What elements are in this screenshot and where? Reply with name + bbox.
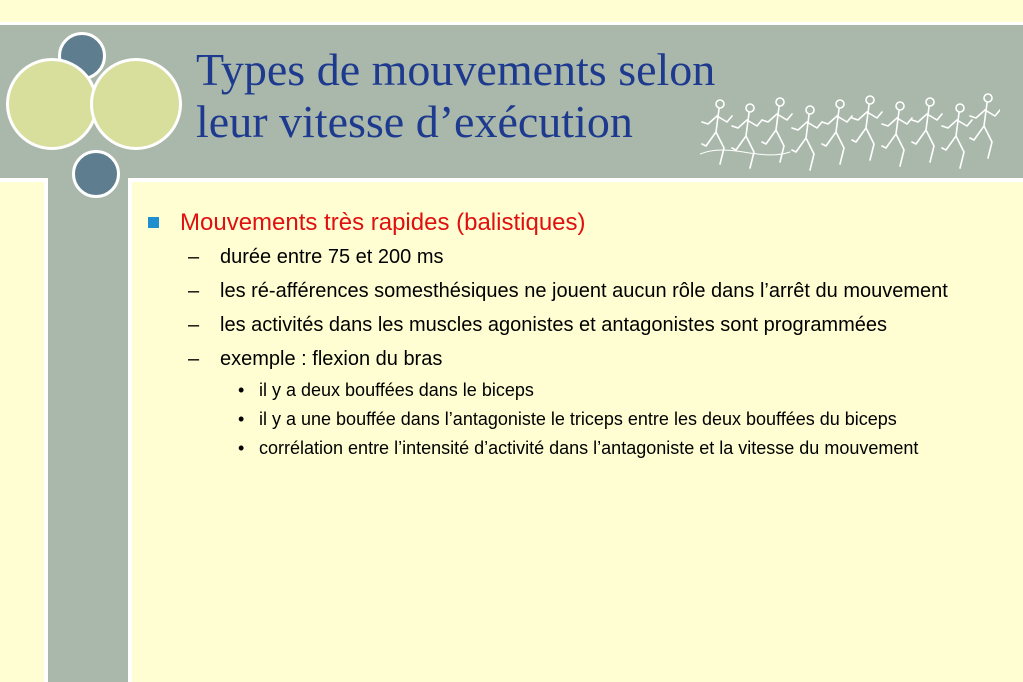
decorative-circle-large-left bbox=[6, 58, 98, 150]
band-divider-right bbox=[128, 178, 1023, 182]
dot-bullet-icon: • bbox=[238, 438, 245, 458]
top-divider bbox=[0, 22, 1023, 25]
list-item bbox=[148, 242, 1008, 272]
left-outer-divider bbox=[44, 180, 48, 682]
sub-list-item bbox=[148, 407, 1008, 432]
dash-bullet-icon: – bbox=[188, 280, 200, 302]
subitem-text: corrélation entre l’intensité d’activité dans l’antagoniste et la vitesse du mouvement bbox=[259, 438, 919, 458]
runners-illustration-icon bbox=[700, 92, 1000, 176]
heading-text: Mouvements très rapides (balistiques) bbox=[180, 209, 586, 236]
square-bullet-icon bbox=[148, 217, 159, 228]
left-strip bbox=[48, 180, 128, 682]
dot-bullet-icon: • bbox=[238, 409, 245, 429]
decorative-circle-small-bottom bbox=[72, 150, 120, 198]
bullet-heading bbox=[148, 208, 1008, 238]
subitem-text: il y a une bouffée dans l’antagoniste le triceps entre les deux bouffées du biceps bbox=[259, 409, 897, 429]
item-text: exemple : flexion du bras bbox=[220, 348, 443, 370]
left-divider bbox=[128, 180, 132, 682]
item-text: les activités dans les muscles agonistes et antagonistes sont programmées bbox=[220, 314, 888, 336]
item-text: durée entre 75 et 200 ms bbox=[220, 246, 444, 268]
list-item bbox=[148, 310, 1008, 340]
sub-list-item bbox=[148, 436, 1008, 461]
dash-bullet-icon: – bbox=[188, 246, 200, 268]
dash-bullet-icon: – bbox=[188, 314, 200, 336]
left-margin bbox=[0, 182, 44, 682]
dash-bullet-icon: – bbox=[188, 348, 200, 370]
dot-bullet-icon: • bbox=[238, 380, 245, 400]
top-margin bbox=[0, 0, 1023, 24]
item-text: les ré-afférences somesthésiques ne jouent aucun rôle dans l’arrêt du mouvement bbox=[220, 280, 948, 302]
sub-list-item bbox=[148, 378, 1008, 403]
list-item bbox=[148, 344, 1008, 374]
slide-body bbox=[148, 208, 1008, 465]
subitem-text: il y a deux bouffées dans le biceps bbox=[259, 380, 534, 400]
decorative-circle-large-right bbox=[90, 58, 182, 150]
list-item bbox=[148, 276, 1008, 306]
slide-title: Types de mouvements selon leur vitesse d’exécution bbox=[196, 44, 716, 147]
